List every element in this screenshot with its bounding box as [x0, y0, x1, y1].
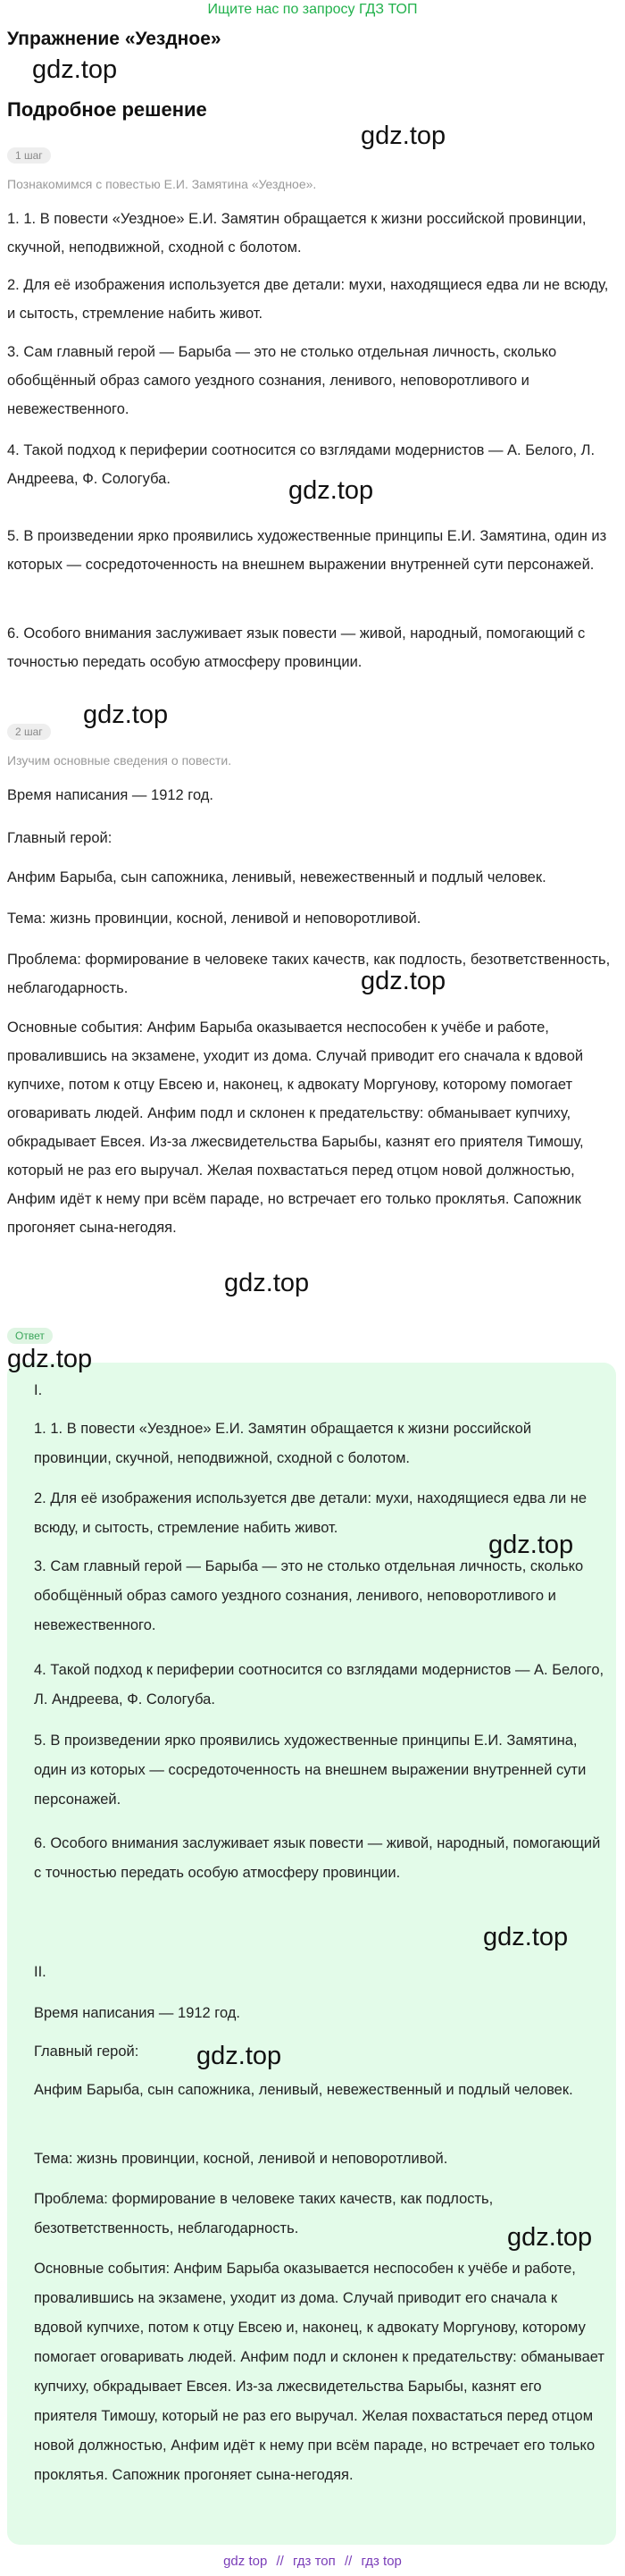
answer-paragraph: 5. В произведении ярко проявились художественные принципы Е.И. Замятина, один из которых — сосредоточенность на внешнем выражении внутренней сути персонажей.	[34, 1733, 587, 1808]
watermark: gdz.top	[196, 2042, 282, 2070]
answer-paragraph: Основные события: Анфим Барыба оказывается неспособен к учёбе и работе, провалившись на экзамене, уходит из дома. Случай приводит его сначала к вдовой купчихе, потом к отцу Евсею и, наконец, к адвокату Моргунову, которому помогает оговаривать людей. Анфим подл и склонен к предательству: обманывает купчиху, обкрадывает Евсея. Из-за лжесвидетельства Барыбы, казнят его приятеля Тимошу, который не раз его выручал. Желая похвастаться перед отцом новой должностью, Анфим идёт к нему при всём параде, но встречает его только проклятья. Сапожник прогоняет сына-негодяя.	[34, 2261, 604, 2483]
step-1-paragraph: 1. 1. В повести «Уездное» Е.И. Замятин обращается к жизни российской провинции, скучной, неподвижной, сходной с болотом.	[7, 211, 587, 256]
footer-links	[0, 2554, 625, 2569]
top-banner[interactable]: Ищите нас по запросу ГДЗ ТОП	[207, 2, 418, 17]
step-2-paragraph: Основные события: Анфим Барыба оказывается неспособен к учёбе и работе, провалившись на экзамене, уходит из дома. Случай приводит его сначала к вдовой купчихе, потом к отцу Евсею и, наконец, к адвокату Моргунову, которому помогает оговаривать людей. Анфим подл и склонен к предательству: обманывает купчиху, обкрадывает Евсея. Из-за лжесвидетельства Барыбы, казнят его приятеля Тимошу, который не раз его выручал. Желая похвастаться перед отцом новой должностью, Анфим идёт к нему при всём параде, но встречает его только проклятья. Сапожник прогоняет сына-негодяя.	[7, 1019, 584, 1236]
footer-separator: //	[276, 2554, 284, 2569]
exercise-title: Упражнение «Уездное»	[7, 29, 221, 49]
step-2-paragraph: Тема: жизнь провинции, косной, ленивой и неповоротливой.	[7, 910, 421, 927]
answer-paragraph: Анфим Барыба, сын сапожника, ленивый, невежественный и подлый человек.	[34, 2082, 573, 2098]
answer-paragraph: 3. Сам главный герой — Барыба — это не столько отдельная личность, сколько обобщённый образ самого уездного сознания, ленивого, неповоротливого и невежественного.	[34, 1558, 584, 1633]
watermark: gdz.top	[361, 122, 446, 150]
step-1-paragraph: 3. Сам главный герой — Барыба — это не столько отдельная личность, сколько обобщённый образ самого уездного сознания, ленивого, неповоротливого и невежественного.	[7, 344, 557, 417]
step-2-paragraph: Проблема: формирование в человеке таких качеств, как подлость, безответственность, неблагодарность.	[7, 952, 611, 996]
step-2-badge: 2 шаг	[7, 724, 51, 740]
watermark: gdz.top	[7, 1345, 93, 1373]
answer-paragraph: 6. Особого внимания заслуживает язык повести — живой, народный, помогающий с точностью передать особую атмосферу провинции.	[34, 1835, 601, 1881]
answer-paragraph: Время написания — 1912 год.	[34, 2005, 240, 2021]
answer-paragraph: 1. 1. В повести «Уездное» Е.И. Замятин обращается к жизни российской провинции, скучной, неподвижной, сходной с болотом.	[34, 1421, 532, 1466]
step-1-paragraph: 5. В произведении ярко проявились художественные принципы Е.И. Замятина, один из которых — сосредоточенность на внешнем выражении внутренней сути персонажей.	[7, 528, 607, 573]
section-title: Подробное решение	[7, 98, 207, 121]
watermark: gdz.top	[32, 55, 118, 84]
answer-paragraph: Главный герой:	[34, 2043, 139, 2060]
answer-section-2: II.	[34, 1964, 46, 1980]
answer-paragraph: 2. Для её изображения используется две детали: мухи, находящиеся едва ли не всюду, и сытость, стремление набить живот.	[34, 1490, 588, 1536]
watermark: gdz.top	[488, 1531, 574, 1559]
watermark: gdz.top	[83, 701, 169, 729]
watermark: gdz.top	[361, 967, 446, 995]
answer-badge: Ответ	[7, 1328, 53, 1344]
step-2-paragraph: Главный герой:	[7, 830, 112, 846]
step-2-intro: Изучим основные сведения о повести.	[7, 753, 232, 768]
footer-link[interactable]: гдз топ	[293, 2554, 336, 2569]
answer-paragraph: Проблема: формирование в человеке таких качеств, как подлость, безответственность, неблагодарность.	[34, 2191, 494, 2236]
answer-section-1: I.	[34, 1382, 43, 1398]
step-1-intro: Познакомимся с повестью Е.И. Замятина «Уездное».	[7, 177, 317, 191]
footer-link[interactable]: гдз top	[361, 2554, 402, 2569]
watermark: gdz.top	[288, 476, 374, 505]
step-1-paragraph: 2. Для её изображения используется две детали: мухи, находящиеся едва ли не всюду, и сытость, стремление набить живот.	[7, 277, 609, 322]
step-1-paragraph: 4. Такой подход к периферии соотносится со взглядами модернистов — А. Белого, Л. Андреева, Ф. Сологуба.	[7, 442, 596, 487]
step-2-paragraph: Анфим Барыба, сын сапожника, ленивый, невежественный и подлый человек.	[7, 869, 546, 885]
step-1-badge: 1 шаг	[7, 147, 51, 164]
watermark: gdz.top	[483, 1923, 569, 1951]
watermark: gdz.top	[507, 2223, 593, 2252]
footer-separator: //	[344, 2554, 353, 2569]
step-2-paragraph: Время написания — 1912 год.	[7, 787, 213, 803]
step-1-paragraph: 6. Особого внимания заслуживает язык повести — живой, народный, помогающий с точностью передать особую атмосферу провинции.	[7, 625, 586, 670]
answer-paragraph: 4. Такой подход к периферии соотносится со взглядами модернистов — А. Белого, Л. Андреева, Ф. Сологуба.	[34, 1662, 604, 1708]
watermark: gdz.top	[224, 1269, 310, 1297]
answer-paragraph: Тема: жизнь провинции, косной, ленивой и неповоротливой.	[34, 2151, 448, 2167]
footer-link[interactable]: gdz top	[223, 2554, 268, 2569]
